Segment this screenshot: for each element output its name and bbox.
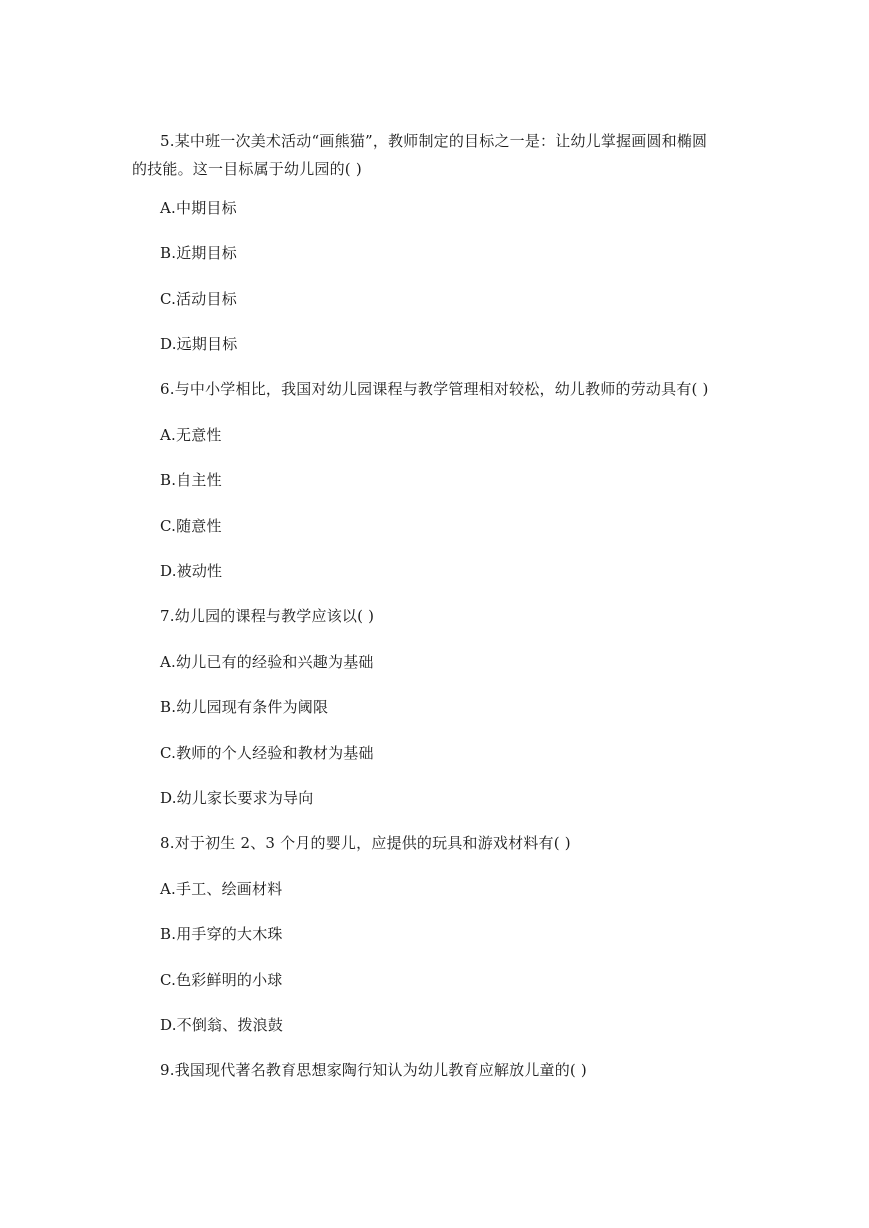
question-8-option-a: A.手工、绘画材料 <box>160 880 283 898</box>
question-6-option-a: A.无意性 <box>160 426 222 444</box>
question-5-option-b: B.近期目标 <box>160 244 237 262</box>
question-6-stem: 6.与中小学相比，我国对幼儿园课程与教学管理相对较松，幼儿教师的劳动具有( ) <box>160 380 709 398</box>
question-8-option-d: D.不倒翁、拨浪鼓 <box>160 1016 284 1034</box>
question-5-option-c: C.活动目标 <box>160 290 237 308</box>
question-7-stem: 7.幼儿园的课程与教学应该以( ) <box>160 607 375 625</box>
question-7-option-c: C.教师的个人经验和教材为基础 <box>160 744 374 762</box>
question-6-option-b: B.自主性 <box>160 471 222 489</box>
question-8-stem: 8.对于初生 2、3 个月的婴儿，应提供的玩具和游戏材料有( ) <box>160 834 571 852</box>
question-9-stem: 9.我国现代著名教育思想家陶行知认为幼儿教育应解放儿童的( ) <box>160 1061 587 1079</box>
question-7-option-d: D.幼儿家长要求为导向 <box>160 789 314 807</box>
question-5-option-a: A.中期目标 <box>160 199 237 217</box>
question-7-option-a: A.幼儿已有的经验和兴趣为基础 <box>160 653 374 671</box>
question-8-option-b: B.用手穿的大木珠 <box>160 925 283 943</box>
question-5-option-d: D.远期目标 <box>160 335 238 353</box>
question-7-option-b: B.幼儿园现有条件为阈限 <box>160 698 329 716</box>
question-8-option-c: C.色彩鲜明的小球 <box>160 971 283 989</box>
question-6-option-d: D.被动性 <box>160 562 223 580</box>
question-6-option-c: C.随意性 <box>160 517 222 535</box>
question-5-stem: 5.某中班一次美术活动“画熊猫”，教师制定的目标之一是：让幼儿掌握画圆和椭圆的技能。这一目标属于幼儿园的( ) <box>132 132 708 178</box>
